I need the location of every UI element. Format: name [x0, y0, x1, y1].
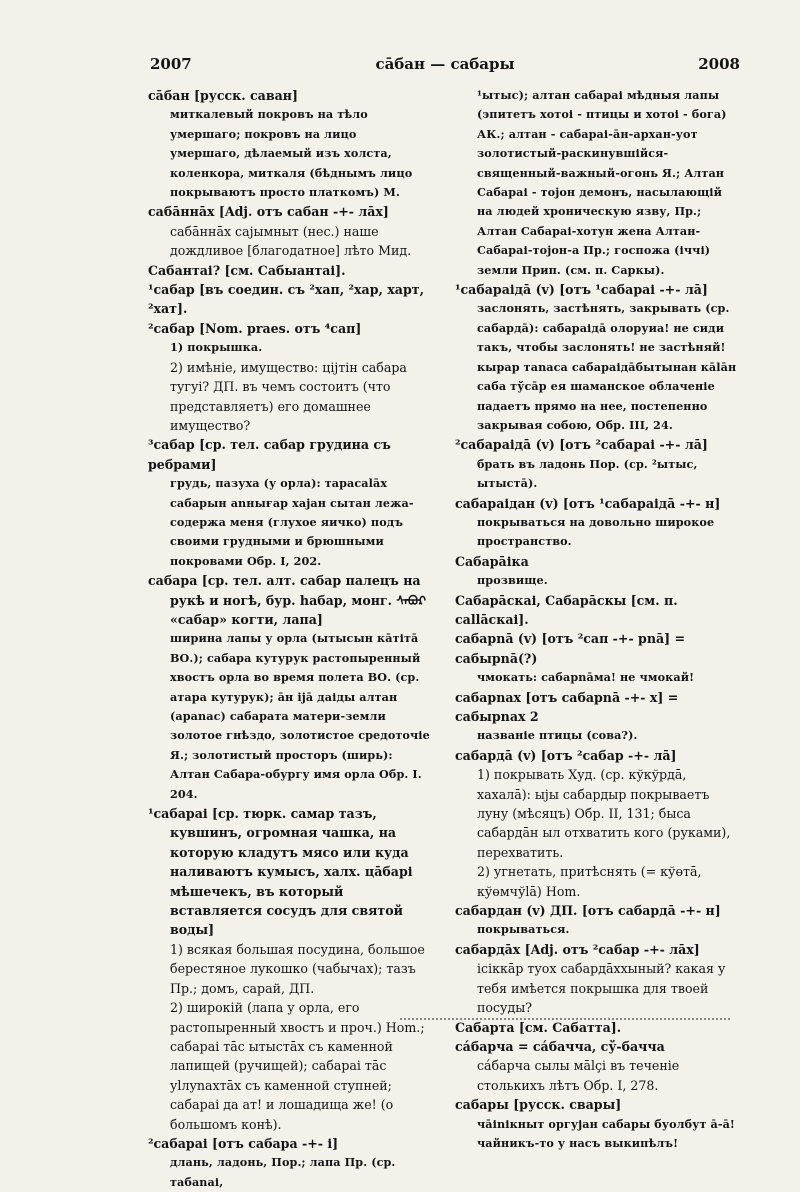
entry-gloss: ширина лапы у орла (ытысын кāтітā ВО.); сабара кутурук растопыренный хвостъ орла во время полета ВО. (ср. атара кутурук); āн ijā даіды алтан (араnас) сабарата матери-земли золотое гнѣздо, золотистое средоточіе Я.; золотистый просторъ (ширь): Алтан Сабара-обургу имя орла Обр. І. 204. — [170, 631, 430, 801]
entry-headword: ²сабараідā (v) [отъ ²сабараі -+- лā] — [455, 437, 708, 453]
entry-headword: Сабарāскаі, Сабарāскы [см. п. саllāскаі]. — [455, 592, 678, 627]
left-column — [148, 86, 430, 1192]
entry-gloss: покрываться. — [477, 922, 570, 937]
entry-headword: сабардā (v) [отъ ²сабар -+- лā] — [455, 747, 677, 763]
entry-headword: сабарnах [отъ сабарnā -+- х] = сабырnах 2 — [455, 689, 679, 724]
entry-gloss: чмокать: сабарnāма! не чмокай! — [477, 670, 695, 685]
right-column — [455, 86, 737, 1153]
entry-gloss: миткалевый покровъ на тѣло умершаго; покровъ на лицо умершаго, дѣлаемый изъ холста, коленкора, миткаля (бѣднымъ лицо покрываютъ просто платкомъ) М. — [170, 107, 413, 200]
entry-headword: сабāннāх [Adj. отъ сабан -+- лāх] — [148, 204, 389, 220]
entry-headword: сáбарча = сáбачча, сў-бачча — [455, 1038, 665, 1054]
entry-gloss: заслонять, застѣнять, закрывать (ср. сабардā): сабараідā олоруиа! не сиди такъ, чтобы заслонять! не застѣняй! кырар таnаса сабараідāбытынан кālāн саба тўсāр ея шаманское облаченіе падаетъ прямо на нее, постепенно закрывая собою, Обр. ІІІ, 24. — [477, 301, 737, 432]
entry-headword: ¹сабараідā (v) [отъ ¹сабараі -+- лā] — [455, 282, 708, 298]
entry-headword: сабардāх [Adj. отъ ²сабар -+- лāх] — [455, 941, 700, 957]
entry-sense: 2) имѣніе, имущество: ціјтін сабара тугуі? ДП. въ чемъ состоитъ (что представляетъ) его домашнее имущество? — [170, 359, 407, 433]
entry-gloss: длань, ладонь, Пор.; лапа Пр. (ср. табаnаі, — [170, 1155, 396, 1189]
entry-headword: сабара [ср. тел. алт. сабар палецъ на рукѣ и ногѣ, бур. һабар, монг. ᠰᠠᠪᠤᠷ «сабар» когти, лапа] — [148, 573, 427, 627]
entry-headword: ³сабар [ср. тел. сабар грудина съ ребрами] — [148, 437, 391, 472]
entry-example: сáбарча сылы мālçi въ теченіе столькихъ лѣтъ Обр. І, 278. — [477, 1058, 680, 1093]
page-bottom-noise — [400, 1018, 730, 1026]
entry-gloss: прозвище. — [477, 573, 548, 588]
entry-headword: ²сабараі [отъ сабара -+- і] — [148, 1135, 339, 1151]
entry-sense: 1) покрывать Худ. (ср. кўкўрдā, хахалā): ыjы сабардыр покрываетъ луну (мѣсяцъ) Обр. ІІ, 131; быса сабардāн ыл отхватить кого (руками), перехватить. — [477, 767, 731, 860]
entry-sense: 2) угнетать, притѣснять (= кўөтā, кўөмчўlā) Ноm. — [477, 864, 702, 899]
entry-headword: Сабантаі? [см. Сабыантаі]. — [148, 262, 346, 278]
page-header — [150, 52, 740, 76]
entry-sense: 1) всякая большая посудина, большое берестяное лукошко (чабычах); тазъ Пр.; домъ, сарай, ДП. — [170, 941, 425, 996]
entry-example: сабāннāх сајымныт (нес.) наше дождливое [благодатное] лѣто Мид. — [170, 223, 412, 259]
entry-gloss: брать въ ладонь Пор. (ср. ²ытыс, ытыстā). — [477, 456, 698, 491]
entry-headword: Сабарāіка — [455, 553, 529, 569]
entry-headword: ²сабар [Nom. praes. отъ ⁴сап] — [148, 320, 362, 336]
entry-headword: сабарnā (v) [отъ ²сап -+- рnā] = сабырnā(?) — [455, 631, 686, 666]
entry-sense: 2) широкій (лапа у орла, его растопыренный хвостъ и проч.) Ноm.; сабараі тāс ытыстāх съ каменной лапищей (ручищей); сабараі тāс уlлуnахтāх съ каменной ступней; сабараі да ат! и лошадища же! (о большомъ конѣ). — [170, 1000, 425, 1132]
entry-sense: 1) покрышка. — [170, 340, 263, 355]
entry-headword: ¹сабар [въ соедин. съ ²хап, ²хар, харт, ²хат]. — [148, 282, 424, 317]
left-page-number: 2007 — [150, 55, 192, 73]
entry-gloss: грудь, пазуха (у орла): тарасаlāх сабарын аnнығар хаjан сытан лежа-содержа меня (глухое яичко) подъ своими грудными и брюшными покровами Обр. І, 202. — [170, 476, 414, 568]
running-title: сāбан — сабары — [375, 55, 515, 73]
entry-example: ісіккāр туох сабардāххыный? какая у тебя имѣется покрышка для твоей посуды? — [477, 961, 726, 1016]
entry-headword: сабараідан (v) [отъ ¹сабараідā -+- н] — [455, 495, 721, 511]
entry-headword: ¹сабараі [ср. тюрк. самар тазъ, кувшинъ, огромная чашка, на которую кладутъ мясо или куда наливаютъ кумысъ, халх. цāбарі мѣшечекъ, въ который вставляется сосудъ для святой воды] — [148, 806, 413, 938]
entry-headword: Сабарта [см. Сабатта]. — [455, 1019, 622, 1035]
entry-gloss: ¹ытыс); алтан сабараі мѣдныя лапы (эпитетъ хотоі - птицы и хотоі - бога) АК.; алтан - сабараі-āн-архан-уот золотистый-раскинувшійся-священный-важный-огонь Я.; Алтан Сабараі - тоjон демонъ, насылающій на людей хроническую язву, Пр.; Алтан Сабараі-хотун жена Алтан-Сабараі-тоjон-а Пр.; госпожа (іччі) земли Прип. (см. п. Саркы). — [477, 88, 727, 277]
entry-headword: сабардан (v) ДП. [отъ сабардā -+- н] — [455, 903, 721, 919]
right-page-number: 2008 — [698, 55, 740, 73]
entry-gloss: названіе птицы (сова?). — [477, 728, 638, 743]
entry-gloss: покрываться на довольно широкое пространство. — [477, 514, 715, 549]
entry-example: чāіnікныт оргујан сабары буолбут ā-ā! чайникъ-то у насъ выкипѣлъ! — [477, 1116, 735, 1150]
entry-headword: сабары [русск. свары] — [455, 1097, 622, 1113]
entry-headword: сāбан [русск. саван] — [148, 88, 298, 103]
